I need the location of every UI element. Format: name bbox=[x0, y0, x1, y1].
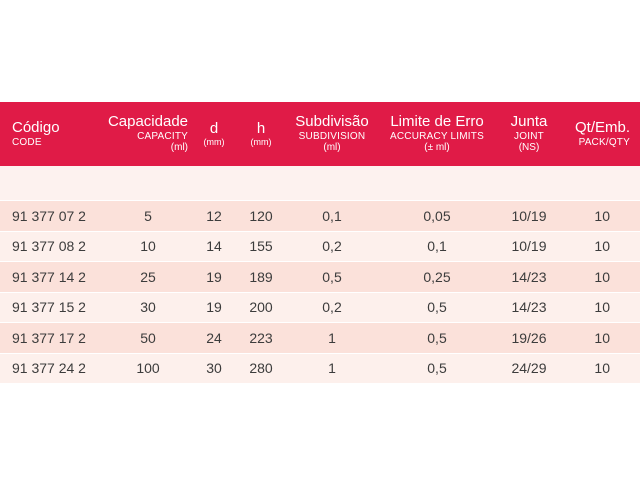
header-joint-unit: (NS) bbox=[518, 142, 540, 154]
cell-limit: 0,5 bbox=[378, 323, 496, 354]
table-row bbox=[0, 262, 640, 293]
header-subdivision-unit: (ml) bbox=[323, 142, 341, 154]
header-d-main: d bbox=[209, 119, 219, 137]
cell-limit: 0,05 bbox=[378, 201, 496, 232]
header-pack-main: Qt/Emb. bbox=[574, 118, 630, 136]
cell-joint: 24/29 bbox=[496, 353, 562, 384]
cell-joint: 14/23 bbox=[496, 262, 562, 293]
cell-d: 24 bbox=[192, 323, 236, 354]
header-pack-sub: PACK/QTY bbox=[578, 136, 630, 148]
cell-h: 280 bbox=[236, 353, 286, 384]
cell-code: 91 377 08 2 bbox=[0, 231, 104, 262]
cell-pack: 10 bbox=[562, 262, 640, 293]
cell-code: 91 377 17 2 bbox=[0, 323, 104, 354]
cell-subdivision: 0,5 bbox=[286, 262, 378, 293]
cell-capacity: 30 bbox=[104, 292, 192, 323]
header-capacity-unit: (ml) bbox=[170, 142, 188, 154]
table-row bbox=[0, 323, 640, 354]
cell-code: 91 377 07 2 bbox=[0, 201, 104, 232]
header-limit-sub: ACCURACY LIMITS bbox=[390, 130, 484, 142]
cell-d: 14 bbox=[192, 231, 236, 262]
header-limit-unit: (± ml) bbox=[424, 142, 450, 154]
cell-limit: 0,25 bbox=[378, 262, 496, 293]
cell-d: 12 bbox=[192, 201, 236, 232]
spec-table bbox=[0, 102, 640, 384]
table-row bbox=[0, 353, 640, 384]
cell-d: 19 bbox=[192, 262, 236, 293]
header-row bbox=[0, 102, 640, 166]
header-h-main: h bbox=[256, 119, 266, 137]
cell-capacity: 50 bbox=[104, 323, 192, 354]
cell-pack: 10 bbox=[562, 323, 640, 354]
header-code-sub: CODE bbox=[12, 136, 42, 148]
cell-h: 155 bbox=[236, 231, 286, 262]
header-joint-sub: JOINT bbox=[514, 130, 544, 142]
table-row bbox=[0, 231, 640, 262]
cell-pack: 10 bbox=[562, 353, 640, 384]
cell-joint: 14/23 bbox=[496, 292, 562, 323]
cell-capacity: 25 bbox=[104, 262, 192, 293]
cell-joint: 10/19 bbox=[496, 201, 562, 232]
cell-h: 189 bbox=[236, 262, 286, 293]
cell-h: 200 bbox=[236, 292, 286, 323]
header-capacity-main: Capacidade bbox=[107, 113, 188, 131]
table-row bbox=[0, 292, 640, 323]
cell-subdivision: 0,2 bbox=[286, 231, 378, 262]
header-code bbox=[0, 102, 104, 166]
cell-h: 120 bbox=[236, 201, 286, 232]
spacer-cell bbox=[0, 166, 640, 201]
cell-limit: 0,1 bbox=[378, 231, 496, 262]
header-limit bbox=[378, 102, 496, 166]
header-d-unit: (mm) bbox=[203, 136, 225, 147]
header-d bbox=[192, 102, 236, 166]
header-joint bbox=[496, 102, 562, 166]
cell-code: 91 377 24 2 bbox=[0, 353, 104, 384]
cell-code: 91 377 15 2 bbox=[0, 292, 104, 323]
cell-d: 30 bbox=[192, 353, 236, 384]
header-subdivision-main: Subdivisão bbox=[295, 113, 369, 131]
spacer-row bbox=[0, 166, 640, 201]
cell-subdivision: 1 bbox=[286, 323, 378, 354]
cell-subdivision: 0,1 bbox=[286, 201, 378, 232]
cell-code: 91 377 14 2 bbox=[0, 262, 104, 293]
cell-pack: 10 bbox=[562, 292, 640, 323]
cell-capacity: 100 bbox=[104, 353, 192, 384]
cell-joint: 10/19 bbox=[496, 231, 562, 262]
cell-capacity: 5 bbox=[104, 201, 192, 232]
cell-joint: 19/26 bbox=[496, 323, 562, 354]
header-subdivision-sub: SUBDIVISION bbox=[298, 130, 366, 142]
header-capacity bbox=[104, 102, 192, 166]
cell-subdivision: 1 bbox=[286, 353, 378, 384]
cell-h: 223 bbox=[236, 323, 286, 354]
header-code-main: Código bbox=[12, 118, 60, 136]
cell-subdivision: 0,2 bbox=[286, 292, 378, 323]
header-joint-main: Junta bbox=[510, 113, 548, 131]
cell-capacity: 10 bbox=[104, 231, 192, 262]
header-h bbox=[236, 102, 286, 166]
cell-d: 19 bbox=[192, 292, 236, 323]
header-subdivision bbox=[286, 102, 378, 166]
header-capacity-sub: CAPACITY bbox=[137, 130, 188, 142]
header-h-unit: (mm) bbox=[250, 136, 272, 147]
table-row bbox=[0, 201, 640, 232]
header-limit-main: Limite de Erro bbox=[390, 113, 484, 131]
cell-limit: 0,5 bbox=[378, 292, 496, 323]
cell-pack: 10 bbox=[562, 201, 640, 232]
header-pack bbox=[562, 102, 640, 166]
cell-limit: 0,5 bbox=[378, 353, 496, 384]
cell-pack: 10 bbox=[562, 231, 640, 262]
